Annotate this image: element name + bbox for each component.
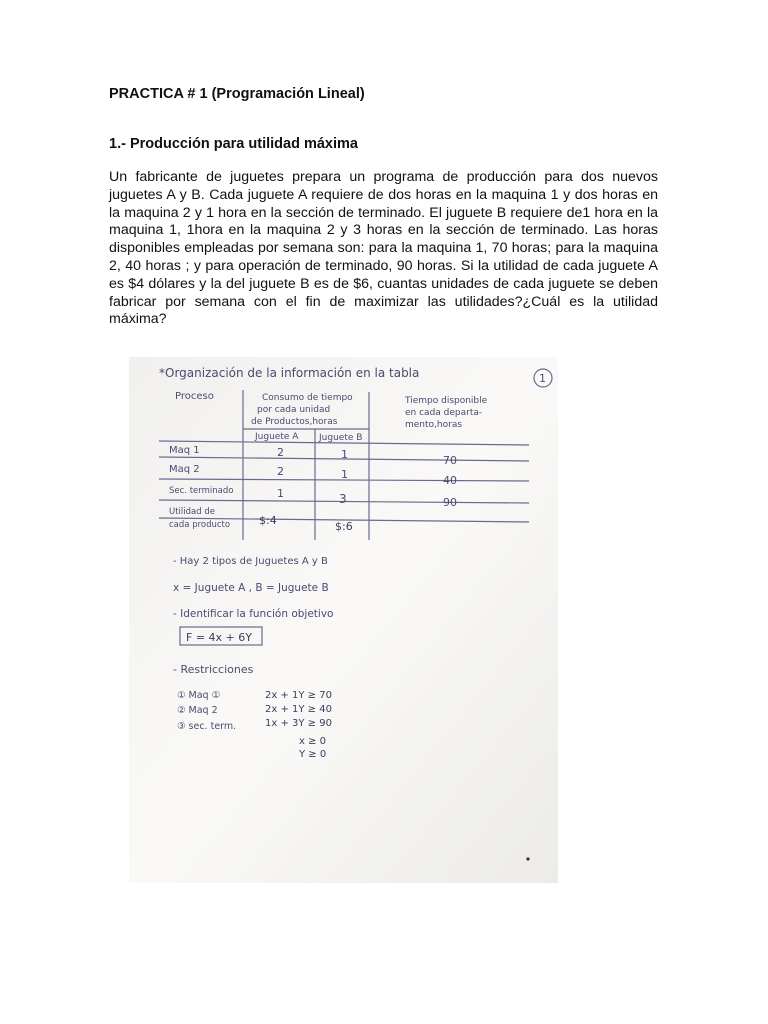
subcol-juguete-b: Juguete B (319, 433, 363, 443)
note-variables: x = Juguete A , B = Juguete B (173, 582, 329, 594)
row-2-a: 2 (277, 465, 284, 478)
note-objective-label: - Identificar la función objetivo (173, 608, 334, 620)
col-available-line-2: en cada departa- (405, 408, 483, 418)
restriction-1-expr: 2x + 1Y ≥ 70 (265, 690, 332, 701)
restriction-3-label: ③ sec. term. (177, 721, 237, 732)
handwritten-notes-drawing (129, 357, 558, 883)
profit-b: $:6 (335, 520, 353, 533)
profit-label-line-1: Utilidad de (169, 507, 215, 517)
row-3-process: Sec. terminado (169, 486, 234, 496)
ink-dot (526, 857, 529, 860)
col-available-line-1: Tiempo disponible (405, 396, 488, 406)
subcol-juguete-a: Juguete A (255, 432, 299, 442)
row-1-a: 2 (277, 446, 284, 459)
restriction-1-label: ① Maq ① (177, 690, 221, 701)
row-1-process: Maq 1 (169, 445, 200, 456)
row-3-a: 1 (277, 487, 284, 500)
row-2-available: 40 (443, 474, 457, 487)
col-process-header: Proceso (175, 391, 214, 402)
row-3-b: 3 (339, 492, 347, 506)
restrictions-label: - Restricciones (173, 663, 254, 676)
row-1-b: 1 (341, 448, 348, 461)
restriction-2-label: ② Maq 2 (177, 705, 218, 716)
profit-label-line-2: cada producto (169, 520, 231, 530)
row-2-process: Maq 2 (169, 464, 200, 475)
section-title: 1.- Producción para utilidad máxima (109, 136, 358, 152)
objective-function: F = 4x + 6Y (186, 631, 252, 644)
col-consumption-line-3: de Productos,horas (251, 417, 338, 427)
page-number: 1 (539, 372, 546, 385)
nonneg-x: x ≥ 0 (299, 736, 327, 747)
col-consumption-line-2: por cada unidad (257, 405, 331, 415)
problem-statement: Un fabricante de juguetes prepara un programa de producción para dos nuevos juguetes A y B. Cada juguete A requiere de dos horas en la maquina 1 y dos horas en la maquina 2 y 1 hora en la sección de terminado. El juguete B requiere de1 hora en la maquina 1, 1hora en la maquina 2 y 3 horas en la sección de terminado. Las horas disponibles empleadas por semana son: para la maquina 1, 70 horas; para la maquina 2, 40 horas ; y para operación de terminado, 90 horas. Si la utilidad de cada juguete A es $4 dólares y la del juguete B es de $6, cuantas unidades de cada juguete se deben fabricar por semana con el fin de maximizar las utilidades?¿Cuál es la utilidad máxima? (109, 169, 658, 328)
row-1-available: 70 (443, 454, 457, 467)
handwritten-notes-photo (129, 357, 558, 883)
document-title: PRACTICA # 1 (Programación Lineal) (109, 86, 365, 102)
col-consumption-line-1: Consumo de tiempo (262, 393, 353, 403)
restriction-3-expr: 1x + 3Y ≥ 90 (265, 718, 332, 729)
profit-a: $:4 (259, 514, 277, 527)
restriction-2-expr: 2x + 1Y ≥ 40 (265, 704, 332, 715)
row-2-b: 1 (341, 468, 348, 481)
notes-heading: *Organización de la información en la tabla (159, 366, 420, 380)
note-toy-types: - Hay 2 tipos de Juguetes A y B (173, 556, 328, 567)
nonneg-y: Y ≥ 0 (299, 749, 327, 760)
row-3-available: 90 (443, 496, 457, 509)
col-available-line-3: mento,horas (405, 420, 463, 430)
